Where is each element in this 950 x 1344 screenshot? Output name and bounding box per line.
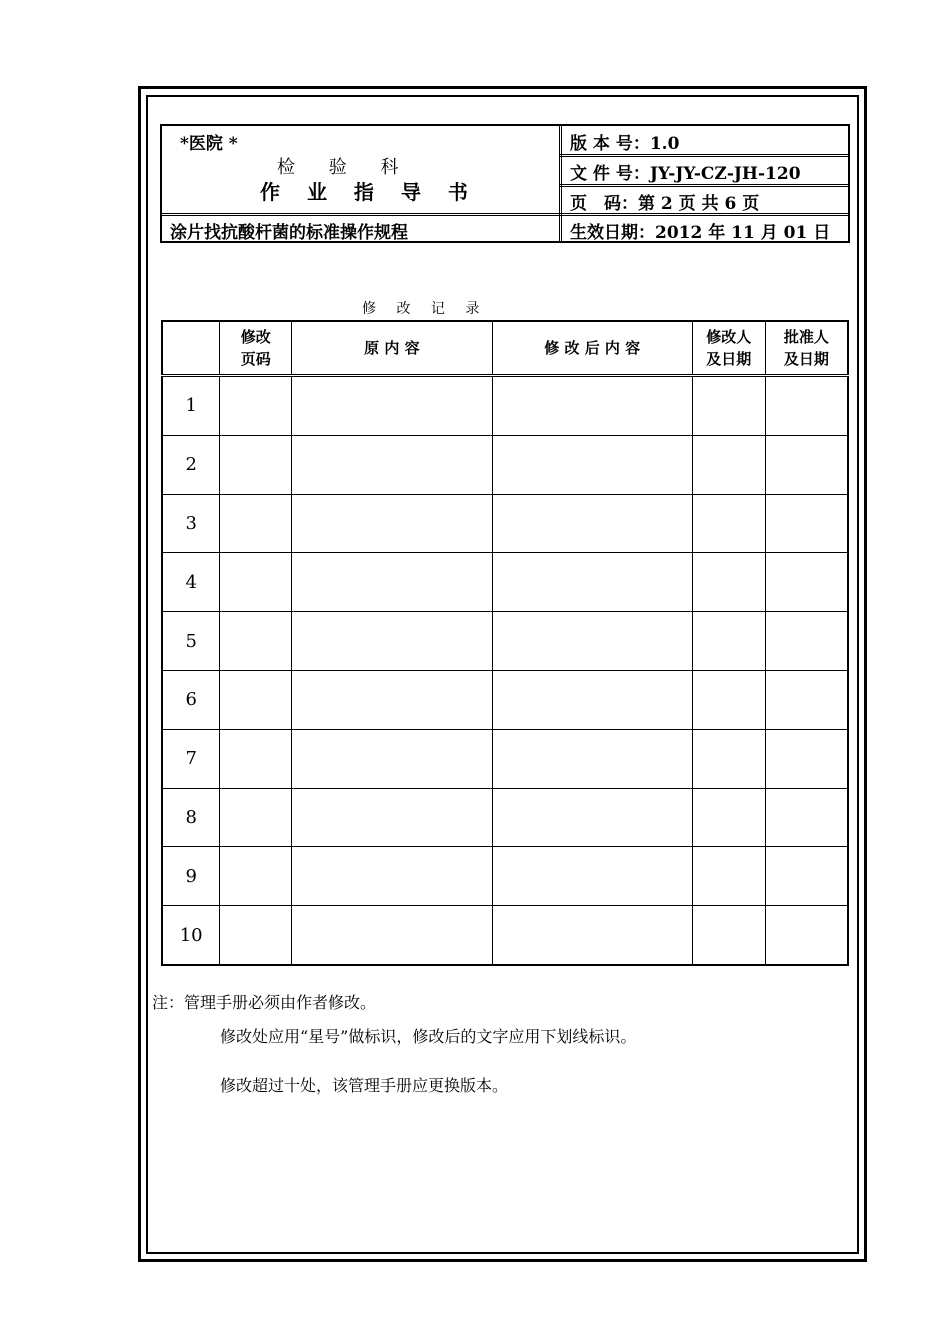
hospital-name: *医院 * bbox=[180, 134, 238, 154]
note-line-3: 修改超过十处，该管理手册应更换版本。 bbox=[220, 1076, 509, 1095]
table-row: 10 bbox=[162, 906, 848, 965]
table-row: 8 bbox=[162, 788, 848, 847]
table-row: 2 bbox=[162, 435, 848, 494]
note-line-2: 修改处应用“星号”做标识，修改后的文字应用下划线标识。 bbox=[220, 1027, 637, 1046]
table-row: 6 bbox=[162, 670, 848, 729]
version-number: 版 本 号：1.0 bbox=[570, 134, 680, 154]
document-header bbox=[160, 124, 850, 243]
editor-header: 修改人 及日期 bbox=[692, 321, 765, 376]
modified-content-header: 修 改 后 内 容 bbox=[492, 321, 692, 376]
document-type: 作 业 指 导 书 bbox=[260, 180, 478, 204]
file-number: 文 件 号：JY-JY-CZ-JH-120 bbox=[570, 164, 801, 184]
revision-table bbox=[161, 320, 849, 966]
procedure-title: 涂片找抗酸杆菌的标准操作规程 bbox=[170, 223, 408, 243]
index-header bbox=[162, 321, 220, 376]
department-name: 检 验 科 bbox=[277, 157, 413, 178]
table-row: 7 bbox=[162, 729, 848, 788]
page-header: 修改 页码 bbox=[220, 321, 292, 376]
note-line-1: 注：管理手册必须由作者修改。 bbox=[152, 993, 377, 1012]
table-row: 4 bbox=[162, 553, 848, 612]
revision-record-title: 修 改 记 录 bbox=[362, 301, 488, 317]
page-number: 页 码：第 2 页 共 6 页 bbox=[570, 194, 760, 214]
original-content-header: 原 内 容 bbox=[292, 321, 492, 376]
table-row: 1 bbox=[162, 376, 848, 436]
effective-date: 生效日期：2012 年 11 月 01 日 bbox=[570, 223, 831, 243]
table-header-row bbox=[162, 321, 848, 376]
table-row: 3 bbox=[162, 494, 848, 553]
table-row: 9 bbox=[162, 847, 848, 906]
approver-header: 批准人 及日期 bbox=[765, 321, 848, 376]
table-row: 5 bbox=[162, 612, 848, 671]
